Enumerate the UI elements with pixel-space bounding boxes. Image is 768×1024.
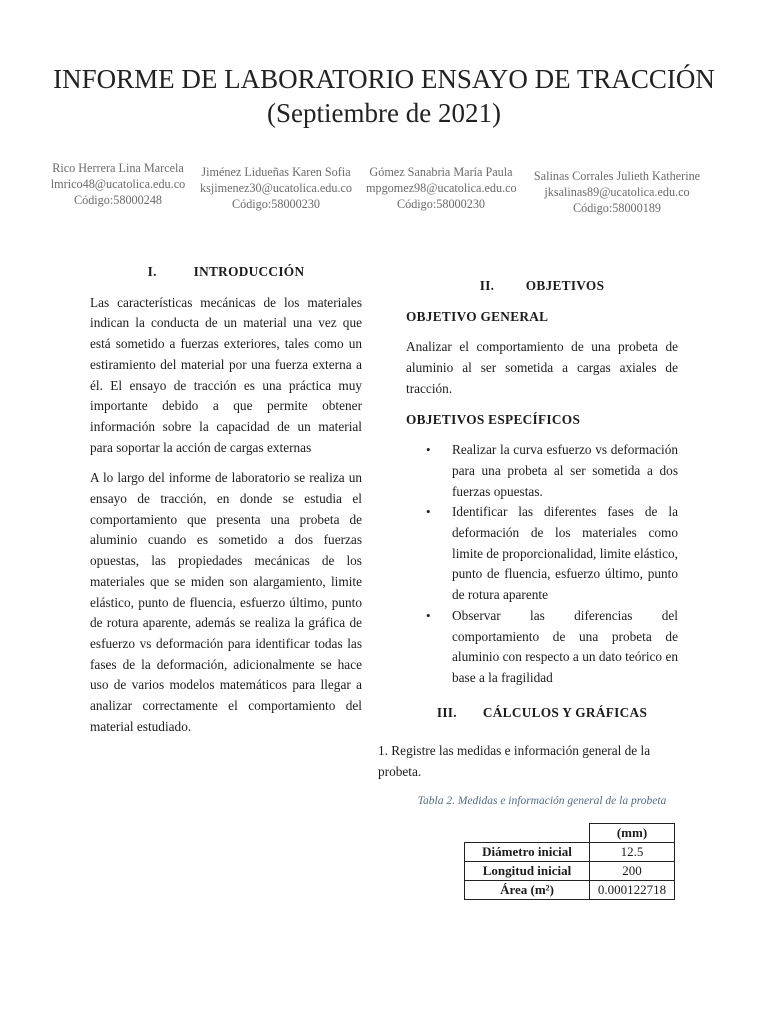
table-corner [465,823,590,842]
list-item-text: Identificar las diferentes fases de la deformación de los materiales como limite de proporcionalidad, limite elástico, punto de fluencia, esfuerzo último, punto de rotura aparente [452,504,678,603]
author-name: Jiménez Lidueñas Karen Sofia [201,165,351,179]
list-item [406,606,678,689]
table-cell-label: Diámetro inicial [465,842,590,861]
table-row [465,880,675,899]
section-number: I. [147,264,157,279]
table-header-row [465,823,675,842]
right-column [378,276,678,900]
section-heading-introduction [90,262,362,283]
table-cell-label: Área (m²) [465,880,590,899]
table-row [465,861,675,880]
author-code: Código:58000189 [572,201,662,215]
section-number: III. [436,704,457,720]
list-item [406,502,678,606]
list-item-text: Realizar la curva esfuerzo vs deformación para una probeta al ser sometida a dos fuerzas opuestas. [452,442,678,499]
author-email: ksjimenez30@ucatolica.edu.co [200,181,352,195]
calc-item-1: 1. Registre las medidas e información general de la probeta. [378,743,651,780]
author-code: Código:58000230 [231,197,321,211]
title-line-2: (Septiembre de 2021) [267,98,501,128]
bullet-icon: • [426,504,431,520]
section-title: OBJETIVOS [525,278,605,293]
author-4 [530,168,704,216]
intro-paragraph-1: Las características mecánicas de los materiales indican la conducta de un material una vez que está sometido a fuerzas exteriores, tales como un estiramiento del material por una fuerza externa a él. El ensayo de tracción es una práctica muy importante debido a que permite obtener información sobre la capacidad de un material para soportar la acción de cargas externas [90,294,362,455]
author-1 [48,160,188,208]
intro-paragraph-2: A lo largo del informe de laboratorio se realiza un ensayo de tracción, en donde se estudia el comportamiento que presenta una probeta de aluminio cuando es sometido a dos fuerzas opuestas, las propiedades mecánicas de los materiales que se miden son alargamiento, limite elástico, punto de fluencia, esfuerzo último, punto de rotura aparente, además se realiza la gráfica de esfuerzo vs deformación para identificar todas las fases de la deformación, adicionalmente se hace uso de varios modelos matemáticos para llegar a analizar correctamente el comportamiento del material estudiado. [90,470,362,734]
author-code: Código:58000230 [396,197,486,211]
author-email: jksalinas89@ucatolica.edu.co [544,185,690,199]
list-item-text: Observar las diferencias del comportamiento de una probeta de aluminio con respecto a un dato teórico en base a la fragilidad [452,607,678,685]
author-email: mpgomez98@ucatolica.edu.co [366,181,517,195]
table-cell-value: 200 [590,861,675,880]
section-title: CÁLCULOS Y GRÁFICAS [482,704,648,720]
author-name: Gómez Sanabria María Paula [369,165,513,179]
general-objective-heading: OBJETIVO GENERAL [406,308,549,324]
author-name: Salinas Corrales Julieth Katherine [533,169,701,183]
section-heading-calculations [406,703,678,724]
table-cell-label: Longitud inicial [465,861,590,880]
author-email: lmrico48@ucatolica.edu.co [50,177,186,191]
section-number: II. [479,278,495,293]
author-code: Código:58000248 [73,193,163,207]
title-line-1: INFORME DE LABORATORIO ENSAYO DE TRACCIÓN [53,64,715,94]
general-objective-text: Analizar el comportamiento de una probeta de aluminio al ser sometida a cargas axiales de tracción. [406,339,678,396]
author-2 [200,164,352,212]
table-caption: Tabla 2. Medidas e información general de la probeta [417,794,667,807]
author-block [40,158,740,218]
left-column [90,262,362,747]
report-title [0,62,768,130]
table-row [465,842,675,861]
section-title: INTRODUCCIÓN [193,264,305,279]
specific-objectives-heading: OBJETIVOS ESPECÍFICOS [406,411,581,427]
table-header-unit: (mm) [590,823,675,842]
bullet-icon: • [426,442,431,458]
section-heading-objectives [406,276,678,297]
list-item [406,440,678,502]
table-cell-value: 0.000122718 [590,880,675,899]
table-cell-value: 12.5 [590,842,675,861]
specific-objectives-list [406,440,678,688]
probe-measurements-table [464,823,675,900]
author-name: Rico Herrera Lina Marcela [52,161,184,175]
bullet-icon: • [426,607,431,623]
author-3 [366,164,516,212]
